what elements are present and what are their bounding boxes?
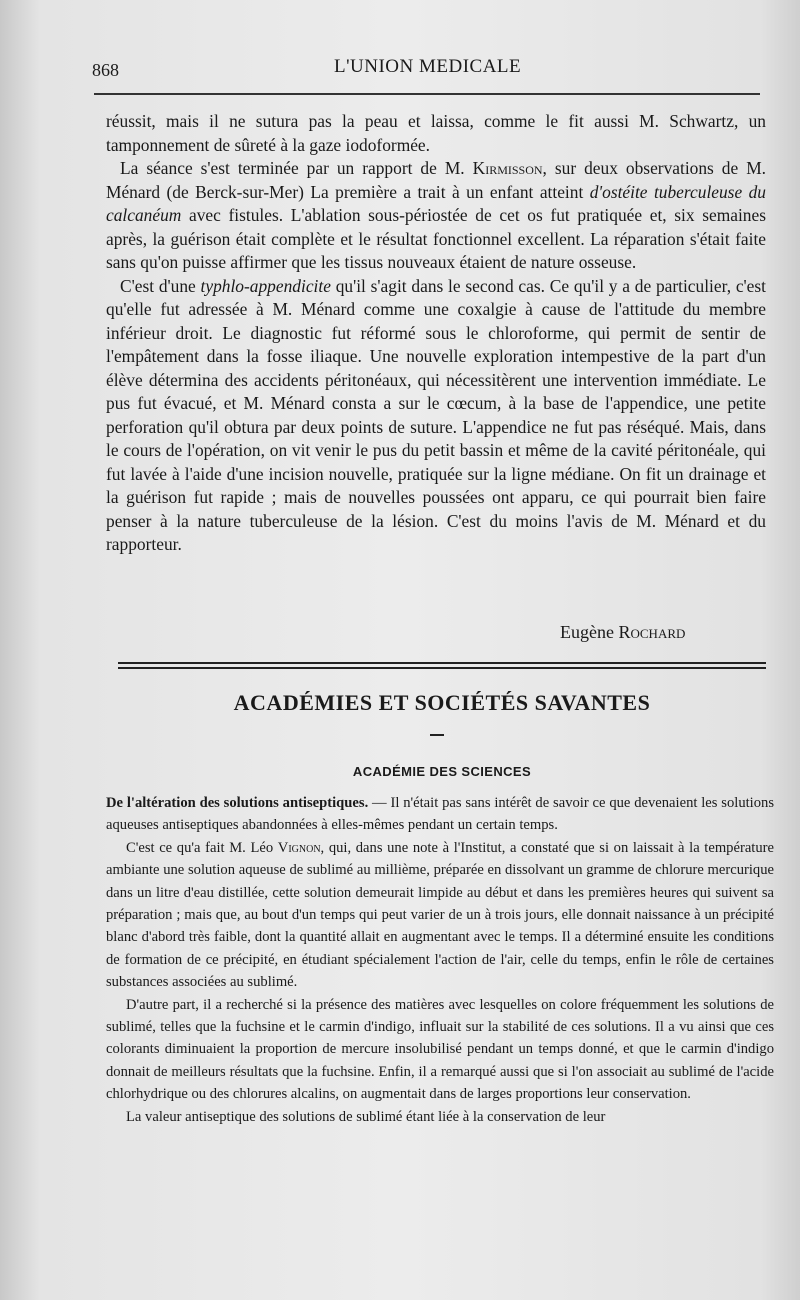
paragraph: C'est d'une typhlo-appendicite qu'il s'agit dans le second cas. Ce qu'il y a de particulier, c'est qu'elle fut adressée à M. Ménard comme une coxalgie à cause de l'attitude du membre inférieur droit. Le diagnostic fut réformé sous le chloroforme, qui permit de sentir de l'empâtement dans la fosse iliaque. Une nouvelle exploration intempestive de la part d'un élève détermina des accidents péritonéaux, qui nécessitèrent une intervention immédiate. Le pus fut évacué, et M. Ménard consta a sur le cœcum, à la base de l'appendice, une petite perforation qu'il obtura par deux points de suture. L'appendice ne fut pas réséqué. Mais, dans le cours de l'opération, on vit venir le pus du petit bassin et même de la cavité péritonéale, qui fut lavée à l'aide d'une incision nouvelle, pratiquée sur la ligne médiane. On fit un drainage et la guérison fut rapide ; mais de nouvelles poussées ont apparu, ce qui pourrait bien faire penser à la nature tuberculeuse de la lésion. C'est du moins l'avis de M. Ménard et du rapporteur. [106, 275, 766, 554]
author-name: Kirmisson [472, 158, 543, 178]
paragraph: La séance s'est terminée par un rapport de M. Kirmisson, sur deux observations de M. Ménard (de Berck-sur-Mer) La première a trait à un enfant atteint d'ostéite tuberculeuse du calcanéum avec fistules. L'ablation sous-périostée de cet os fut pratiquée et, six semaines après, la guérison était complète et le résultat fonctionnel excellent. La réparation s'était faite sans qu'on puisse affirmer que les tissus nouveaux étaient de nature osseuse. [106, 158, 767, 272]
paragraph: De l'altération des solutions antiseptiques. — Il n'était pas sans intérêt de savoir ce que devenaient les solutions aqueuses antiseptiques abandonnées à elles-mêmes pendant un certain temps. [106, 795, 774, 834]
signature: Eugène Rochard [560, 622, 686, 642]
page-number: 868 [92, 60, 119, 80]
page-header [92, 52, 762, 80]
paragraph: réussit, mais il ne sutura pas la peau et laissa, comme le fit aussi M. Schwartz, un tamponnement de sûreté à la gaze iodoformée. [106, 111, 766, 155]
author-name: Vignon [277, 839, 321, 856]
article-body-small [106, 792, 774, 1128]
paragraph: D'autre part, il a recherché si la présence des matières avec lesquelles on colore fréquemment les solutions de sublimé, telles que la fuchsine et le carmin d'indigo, influait sur la stabilité de ces solutions. Il a vu ainsi que ces colorants diminuaient la proportion de mercure insolubilisé pendant un temps donné, et que le carmin d'indigo donnait de meilleurs résultats que la fuchsine. Enfin, il a remarqué aussi que si l'on associait au sublimé de l'acide chlorhydrique ou des chlorures alcalins, on augmentait dans de larges proportions leur conservation. [106, 996, 774, 1103]
header-rule [94, 93, 760, 95]
section-title: ACADÉMIES ET SOCIÉTÉS SAVANTES [233, 690, 651, 715]
paragraph: La valeur antiseptique des solutions de sublimé étant liée à la conservation de leur [126, 1108, 606, 1125]
running-title: L'UNION MEDICALE [334, 56, 522, 77]
article-body [106, 110, 766, 557]
title-dash [430, 734, 444, 736]
paragraph: C'est ce qu'a fait M. Léo Vignon, qui, dans une note à l'Institut, a constaté que si on laissait à la température ambiante une solution aqueuse de sublimé au millième, préparée en dissolvant un gramme de chlorure mercurique dans un litre d'eau distillée, cette solution demeurait limpide au début et dans les premières heures qui suivent sa préparation ; mais que, au bout d'un temps qui peut varier de un à trois jours, elle donnait naissance à un précipité blanc d'abord très faible, dont la quantité allait en augmentant avec le temps. Il a déterminé ensuite les conditions de formation de ce précipité, en étudiant spécialement l'action de l'air, celle du temps, enfin le rôle de certaines substances associées au sublimé. [106, 839, 774, 991]
subsection-title: ACADÉMIE DES SCIENCES [352, 764, 532, 779]
section-divider [118, 662, 766, 669]
article-lead: De l'altération des solutions antiseptiques. [106, 795, 369, 811]
